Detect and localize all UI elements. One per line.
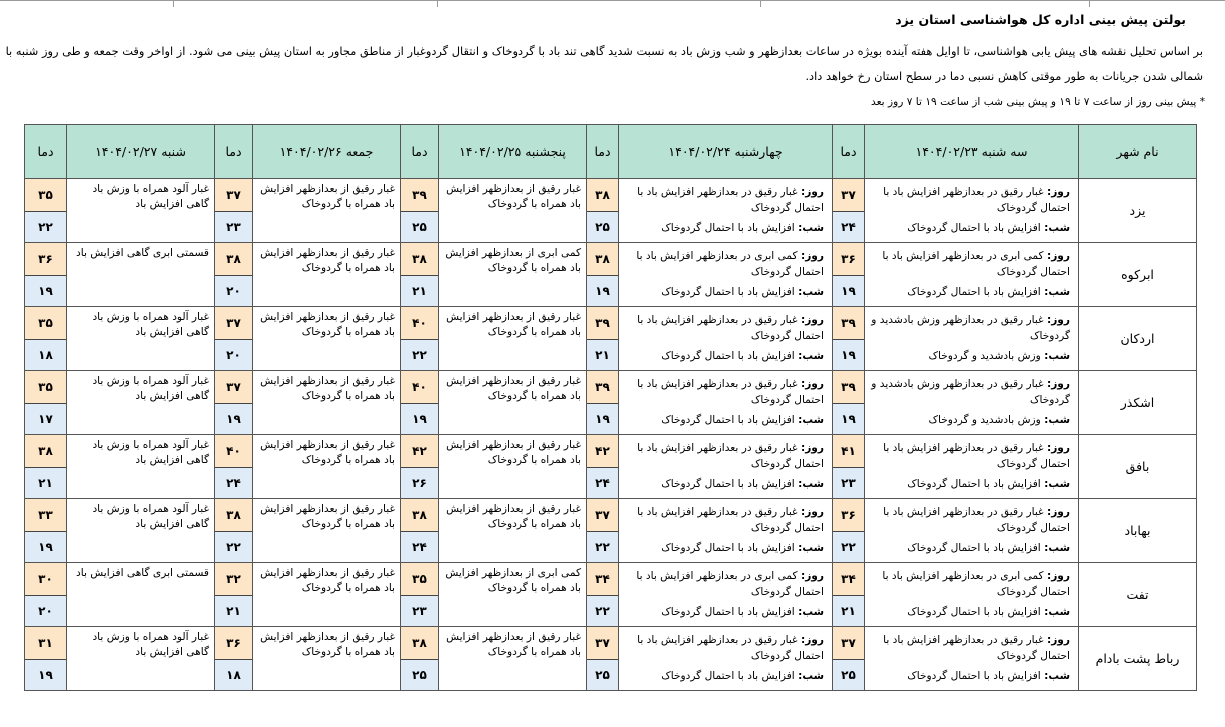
temp-cell	[833, 499, 865, 563]
max-temp: ۴۱	[833, 435, 864, 468]
night-forecast-text: وزش بادشدید و گردوخاک	[928, 350, 1041, 362]
forecast-text: غبار آلود همراه با وزش باد گاهی افزایش باد	[67, 499, 215, 563]
temp-header: دما	[587, 125, 619, 179]
forecast-text: غبار رقیق از بعدازظهر افزایش باد همراه با گردوخاک	[439, 371, 587, 435]
night-label: شب:	[1044, 542, 1070, 554]
night-label: شب:	[798, 670, 824, 682]
night-label: شب:	[798, 478, 824, 490]
day-label: روز:	[1046, 250, 1070, 262]
min-temp: ۲۰	[25, 596, 66, 626]
table-row	[25, 627, 1197, 691]
table-row	[25, 499, 1197, 563]
day-forecast-text: غبار رقیق در بعدازظهر افزایش باد با احتمال گردوخاک	[637, 506, 824, 534]
temp-cell	[401, 179, 439, 243]
max-temp: ۳۸	[25, 435, 66, 468]
city-name: ابرکوه	[1079, 243, 1197, 307]
night-label: شب:	[1044, 670, 1070, 682]
temp-cell	[833, 435, 865, 499]
day-night-forecast	[865, 627, 1079, 691]
table-row	[25, 307, 1197, 371]
forecast-text: غبار رقیق از بعدازظهر افزایش باد همراه با گردوخاک	[253, 243, 401, 307]
temp-cell	[25, 627, 67, 691]
night-forecast-text: افزایش باد با احتمال گردوخاک	[661, 670, 795, 682]
max-temp: ۳۰	[25, 563, 66, 596]
day-header: شنبه ۱۴۰۴/۰۲/۲۷	[67, 125, 215, 179]
forecast-text: غبار آلود همراه با وزش باد گاهی افزایش باد	[67, 627, 215, 691]
min-temp: ۲۰	[215, 276, 252, 306]
day-night-forecast	[865, 371, 1079, 435]
max-temp: ۳۸	[401, 499, 438, 532]
max-temp: ۳۶	[215, 627, 252, 660]
temp-cell	[401, 499, 439, 563]
table-row	[25, 435, 1197, 499]
min-temp: ۲۱	[401, 276, 438, 306]
temp-cell	[833, 563, 865, 627]
forecast-text: غبار رقیق از بعدازظهر افزایش باد همراه با گردوخاک	[439, 307, 587, 371]
day-forecast-text: غبار رقیق در بعدازظهر افزایش باد با احتمال گردوخاک	[637, 314, 824, 342]
night-label: شب:	[1044, 414, 1070, 426]
temp-cell	[401, 563, 439, 627]
max-temp: ۴۰	[215, 435, 252, 468]
temp-cell	[25, 435, 67, 499]
temp-cell	[25, 499, 67, 563]
temp-cell	[25, 563, 67, 627]
night-forecast-text: افزایش باد با احتمال گردوخاک	[907, 542, 1041, 554]
night-forecast-text: افزایش باد با احتمال گردوخاک	[661, 350, 795, 362]
min-temp: ۲۴	[401, 532, 438, 562]
table-row	[25, 243, 1197, 307]
temp-cell	[401, 307, 439, 371]
max-temp: ۳۸	[587, 243, 618, 276]
night-label: شب:	[798, 542, 824, 554]
temp-cell	[215, 243, 253, 307]
night-forecast-text: افزایش باد با احتمال گردوخاک	[661, 414, 795, 426]
temp-cell	[215, 307, 253, 371]
day-forecast-text: غبار رقیق در بعدازظهر افزایش باد با احتمال گردوخاک	[883, 634, 1070, 662]
min-temp: ۲۱	[25, 468, 66, 498]
temp-cell	[833, 307, 865, 371]
max-temp: ۳۷	[587, 627, 618, 660]
min-temp: ۲۴	[833, 212, 864, 242]
max-temp: ۳۸	[587, 179, 618, 212]
max-temp: ۳۷	[587, 499, 618, 532]
day-forecast-text: غبار رقیق در بعدازظهر افزایش باد با احتمال گردوخاک	[637, 378, 824, 406]
day-label: روز:	[800, 506, 824, 518]
max-temp: ۳۵	[25, 307, 66, 340]
day-label: روز:	[1046, 570, 1070, 582]
table-header-row	[25, 125, 1197, 179]
day-label: روز:	[800, 442, 824, 454]
day-forecast-text: غبار رقیق در بعدازظهر افزایش باد با احتمال گردوخاک	[637, 186, 824, 214]
day-night-forecast	[619, 307, 833, 371]
forecast-text: غبار رقیق از بعدازظهر افزایش باد همراه با گردوخاک	[439, 499, 587, 563]
day-night-forecast	[865, 179, 1079, 243]
max-temp: ۳۵	[25, 371, 66, 404]
table-row	[25, 179, 1197, 243]
max-temp: ۴۲	[587, 435, 618, 468]
table-row	[25, 563, 1197, 627]
max-temp: ۳۶	[833, 499, 864, 532]
max-temp: ۳۹	[833, 307, 864, 340]
min-temp: ۱۷	[25, 404, 66, 434]
temp-header: دما	[833, 125, 865, 179]
min-temp: ۲۳	[401, 596, 438, 626]
night-forecast-text: افزایش باد با احتمال گردوخاک	[907, 286, 1041, 298]
forecast-text: قسمتی ابری گاهی افزایش باد	[67, 243, 215, 307]
max-temp: ۳۸	[215, 243, 252, 276]
day-header: چهارشنبه ۱۴۰۴/۰۲/۲۴	[619, 125, 833, 179]
night-label: شب:	[1044, 478, 1070, 490]
max-temp: ۳۵	[25, 179, 66, 212]
day-forecast-text: غبار رقیق در بعدازظهر وزش بادشدید و گردوخاک	[871, 378, 1070, 406]
min-temp: ۱۹	[833, 340, 864, 370]
min-temp: ۲۵	[833, 660, 864, 690]
night-label: شب:	[1044, 606, 1070, 618]
forecast-text: غبار رقیق از بعدازظهر افزایش باد همراه با گردوخاک	[253, 627, 401, 691]
day-header: جمعه ۱۴۰۴/۰۲/۲۶	[253, 125, 401, 179]
temp-cell	[587, 371, 619, 435]
temp-cell	[25, 179, 67, 243]
forecast-text: کمی ابری از بعدازظهر افزایش باد همراه با گردوخاک	[439, 243, 587, 307]
min-temp: ۱۹	[215, 404, 252, 434]
city-name: تفت	[1079, 563, 1197, 627]
day-night-forecast	[865, 563, 1079, 627]
temp-cell	[215, 563, 253, 627]
night-forecast-text: وزش بادشدید و گردوخاک	[928, 414, 1041, 426]
night-label: شب:	[1044, 286, 1070, 298]
day-night-forecast	[619, 371, 833, 435]
forecast-text: غبار رقیق از بعدازظهر افزایش باد همراه با گردوخاک	[253, 371, 401, 435]
city-name: بافق	[1079, 435, 1197, 499]
max-temp: ۴۲	[401, 435, 438, 468]
max-temp: ۴۰	[401, 307, 438, 340]
forecast-text: غبار آلود همراه با وزش باد گاهی افزایش باد	[67, 435, 215, 499]
day-label: روز:	[800, 634, 824, 646]
min-temp: ۲۶	[401, 468, 438, 498]
min-temp: ۱۹	[833, 404, 864, 434]
max-temp: ۳۶	[25, 243, 66, 276]
min-temp: ۱۹	[401, 404, 438, 434]
day-night-forecast	[619, 435, 833, 499]
night-forecast-text: افزایش باد با احتمال گردوخاک	[661, 478, 795, 490]
temp-cell	[215, 179, 253, 243]
min-temp: ۲۲	[25, 212, 66, 242]
day-forecast-text: کمی ابری در بعدازظهر افزایش باد با احتمال گردوخاک	[636, 570, 824, 598]
min-temp: ۲۵	[401, 212, 438, 242]
day-label: روز:	[1046, 634, 1070, 646]
forecast-text: غبار رقیق از بعدازظهر افزایش باد همراه با گردوخاک	[253, 307, 401, 371]
max-temp: ۳۱	[25, 627, 66, 660]
max-temp: ۳۸	[401, 627, 438, 660]
max-temp: ۳۷	[833, 179, 864, 212]
forecast-text: غبار رقیق از بعدازظهر افزایش باد همراه با گردوخاک	[253, 563, 401, 627]
max-temp: ۳۷	[215, 307, 252, 340]
temp-cell	[833, 371, 865, 435]
day-label: روز:	[1046, 442, 1070, 454]
min-temp: ۲۳	[833, 468, 864, 498]
max-temp: ۳۳	[25, 499, 66, 532]
min-temp: ۲۲	[587, 532, 618, 562]
day-label: روز:	[800, 570, 824, 582]
forecast-text: قسمتی ابری گاهی افزایش باد	[67, 563, 215, 627]
max-temp: ۴۰	[401, 371, 438, 404]
min-temp: ۲۲	[587, 596, 618, 626]
day-forecast-text: غبار رقیق در بعدازظهر افزایش باد با احتمال گردوخاک	[883, 442, 1070, 470]
forecast-text: غبار رقیق از بعدازظهر افزایش باد همراه با گردوخاک	[253, 499, 401, 563]
min-temp: ۲۱	[587, 340, 618, 370]
day-night-forecast	[619, 563, 833, 627]
temp-cell	[215, 627, 253, 691]
temp-cell	[25, 243, 67, 307]
forecast-text: غبار آلود همراه با وزش باد گاهی افزایش باد	[67, 179, 215, 243]
day-forecast-text: غبار رقیق در بعدازظهر افزایش باد با احتمال گردوخاک	[883, 186, 1070, 214]
forecast-text: غبار رقیق از بعدازظهر افزایش باد همراه با گردوخاک	[439, 627, 587, 691]
temp-cell	[833, 627, 865, 691]
forecast-text: غبار رقیق از بعدازظهر افزایش باد همراه با گردوخاک	[439, 435, 587, 499]
top-border-line	[0, 0, 1225, 7]
min-temp: ۱۸	[215, 660, 252, 690]
temp-cell	[401, 371, 439, 435]
night-label: شب:	[798, 350, 824, 362]
temp-cell	[215, 499, 253, 563]
day-header: پنجشنبه ۱۴۰۴/۰۲/۲۵	[439, 125, 587, 179]
city-name: اشکذر	[1079, 371, 1197, 435]
max-temp: ۳۷	[215, 179, 252, 212]
max-temp: ۳۲	[215, 563, 252, 596]
bulletin-title: بولتن پیش بینی اداره کل هواشناسی استان یزد	[895, 12, 1186, 27]
forecast-time-note: * پیش بینی روز از ساعت ۷ تا ۱۹ و پیش بینی شب از ساعت ۱۹ تا ۷ روز بعد	[871, 96, 1205, 108]
min-temp: ۲۱	[215, 596, 252, 626]
night-label: شب:	[798, 222, 824, 234]
city-name: یزد	[1079, 179, 1197, 243]
night-label: شب:	[798, 414, 824, 426]
city-name: اردکان	[1079, 307, 1197, 371]
temp-cell	[587, 307, 619, 371]
city-name: رباط پشت بادام	[1079, 627, 1197, 691]
temp-cell	[587, 435, 619, 499]
min-temp: ۱۹	[25, 660, 66, 690]
forecast-text: غبار رقیق از بعدازظهر افزایش باد همراه با گردوخاک	[253, 179, 401, 243]
max-temp: ۳۹	[587, 307, 618, 340]
temp-cell	[401, 243, 439, 307]
day-night-forecast	[865, 307, 1079, 371]
forecast-description: بر اساس تحلیل نقشه های پیش یابی هواشناسی، تا اوایل هفته آینده بویژه در ساعات بعدازظهر و شب وزش باد به نسبت شدید گاهی تند باد با گردوخاک و انتقال گردوغبار از مناطق مجاور به استان پیش بینی می شود. از اواخر وقت جمعه و طی روز شنبه با شمالی شدن جریانات به طور موقتی کاهش نسبی دما در سطح استان رخ خواهد داد.	[5, 44, 1203, 83]
city-column-header: نام شهر	[1079, 125, 1197, 179]
city-name: بهاباد	[1079, 499, 1197, 563]
temp-cell	[25, 307, 67, 371]
temp-cell	[587, 499, 619, 563]
max-temp: ۳۴	[587, 563, 618, 596]
night-forecast-text: افزایش باد با احتمال گردوخاک	[907, 222, 1041, 234]
night-label: شب:	[1044, 222, 1070, 234]
night-forecast-text: افزایش باد با احتمال گردوخاک	[661, 606, 795, 618]
min-temp: ۲۴	[215, 468, 252, 498]
min-temp: ۱۹	[587, 276, 618, 306]
forecast-text: کمی ابری از بعدازظهر افزایش باد همراه با گردوخاک	[439, 563, 587, 627]
max-temp: ۳۷	[215, 371, 252, 404]
temp-header: دما	[25, 125, 67, 179]
min-temp: ۲۴	[587, 468, 618, 498]
day-night-forecast	[619, 627, 833, 691]
temp-cell	[587, 179, 619, 243]
day-label: روز:	[1046, 506, 1070, 518]
night-label: شب:	[798, 606, 824, 618]
forecast-text: غبار آلود همراه با وزش باد گاهی افزایش باد	[67, 307, 215, 371]
day-night-forecast	[865, 435, 1079, 499]
day-night-forecast	[619, 499, 833, 563]
max-temp: ۳۶	[833, 243, 864, 276]
min-temp: ۲۵	[401, 660, 438, 690]
day-forecast-text: غبار رقیق در بعدازظهر افزایش باد با احتمال گردوخاک	[883, 506, 1070, 534]
min-temp: ۲۳	[215, 212, 252, 242]
min-temp: ۲۲	[833, 532, 864, 562]
min-temp: ۱۹	[25, 532, 66, 562]
forecast-table	[24, 124, 1197, 691]
temp-cell	[587, 563, 619, 627]
day-forecast-text: غبار رقیق در بعدازظهر افزایش باد با احتمال گردوخاک	[637, 634, 824, 662]
temp-cell	[833, 243, 865, 307]
max-temp: ۳۹	[833, 371, 864, 404]
temp-cell	[401, 435, 439, 499]
max-temp: ۳۹	[587, 371, 618, 404]
day-header: سه شنبه ۱۴۰۴/۰۲/۲۳	[865, 125, 1079, 179]
max-temp: ۳۴	[833, 563, 864, 596]
min-temp: ۱۹	[587, 404, 618, 434]
min-temp: ۱۹	[25, 276, 66, 306]
min-temp: ۲۰	[215, 340, 252, 370]
day-night-forecast	[619, 179, 833, 243]
day-forecast-text: غبار رقیق در بعدازظهر وزش بادشدید و گردوخاک	[871, 314, 1070, 342]
night-forecast-text: افزایش باد با احتمال گردوخاک	[907, 478, 1041, 490]
day-forecast-text: کمی ابری در بعدازظهر افزایش باد با احتمال گردوخاک	[882, 570, 1070, 598]
day-label: روز:	[800, 186, 824, 198]
max-temp: ۳۸	[401, 243, 438, 276]
temp-cell	[25, 371, 67, 435]
temp-cell	[401, 627, 439, 691]
temp-cell	[833, 179, 865, 243]
min-temp: ۲۲	[215, 532, 252, 562]
day-label: روز:	[800, 250, 824, 262]
forecast-text: غبار آلود همراه با وزش باد گاهی افزایش باد	[67, 371, 215, 435]
forecast-text: غبار رقیق از بعدازظهر افزایش باد همراه با گردوخاک	[439, 179, 587, 243]
min-temp: ۲۵	[587, 660, 618, 690]
min-temp: ۱۹	[833, 276, 864, 306]
max-temp: ۳۸	[215, 499, 252, 532]
day-night-forecast	[865, 499, 1079, 563]
min-temp: ۲۱	[833, 596, 864, 626]
day-label: روز:	[800, 378, 824, 390]
forecast-text: غبار رقیق از بعدازظهر افزایش باد همراه با گردوخاک	[253, 435, 401, 499]
min-temp: ۱۸	[25, 340, 66, 370]
day-forecast-text: کمی ابری در بعدازظهر افزایش باد با احتمال گردوخاک	[636, 250, 824, 278]
temp-cell	[215, 371, 253, 435]
night-forecast-text: افزایش باد با احتمال گردوخاک	[661, 286, 795, 298]
night-forecast-text: افزایش باد با احتمال گردوخاک	[907, 670, 1041, 682]
min-temp: ۲۵	[587, 212, 618, 242]
temp-cell	[587, 243, 619, 307]
day-label: روز:	[1046, 186, 1070, 198]
night-label: شب:	[1044, 350, 1070, 362]
day-label: روز:	[1046, 314, 1070, 326]
day-forecast-text: غبار رقیق در بعدازظهر افزایش باد با احتمال گردوخاک	[637, 442, 824, 470]
temp-cell	[587, 627, 619, 691]
min-temp: ۲۲	[401, 340, 438, 370]
table-row	[25, 371, 1197, 435]
temp-header: دما	[215, 125, 253, 179]
night-label: شب:	[798, 286, 824, 298]
max-temp: ۳۹	[401, 179, 438, 212]
max-temp: ۳۷	[833, 627, 864, 660]
day-night-forecast	[865, 243, 1079, 307]
max-temp: ۳۵	[401, 563, 438, 596]
night-forecast-text: افزایش باد با احتمال گردوخاک	[907, 606, 1041, 618]
day-label: روز:	[800, 314, 824, 326]
day-night-forecast	[619, 243, 833, 307]
day-forecast-text: کمی ابری در بعدازظهر افزایش باد با احتمال گردوخاک	[882, 250, 1070, 278]
temp-header: دما	[401, 125, 439, 179]
temp-cell	[215, 435, 253, 499]
day-label: روز:	[1046, 378, 1070, 390]
night-forecast-text: افزایش باد با احتمال گردوخاک	[661, 222, 795, 234]
night-forecast-text: افزایش باد با احتمال گردوخاک	[661, 542, 795, 554]
